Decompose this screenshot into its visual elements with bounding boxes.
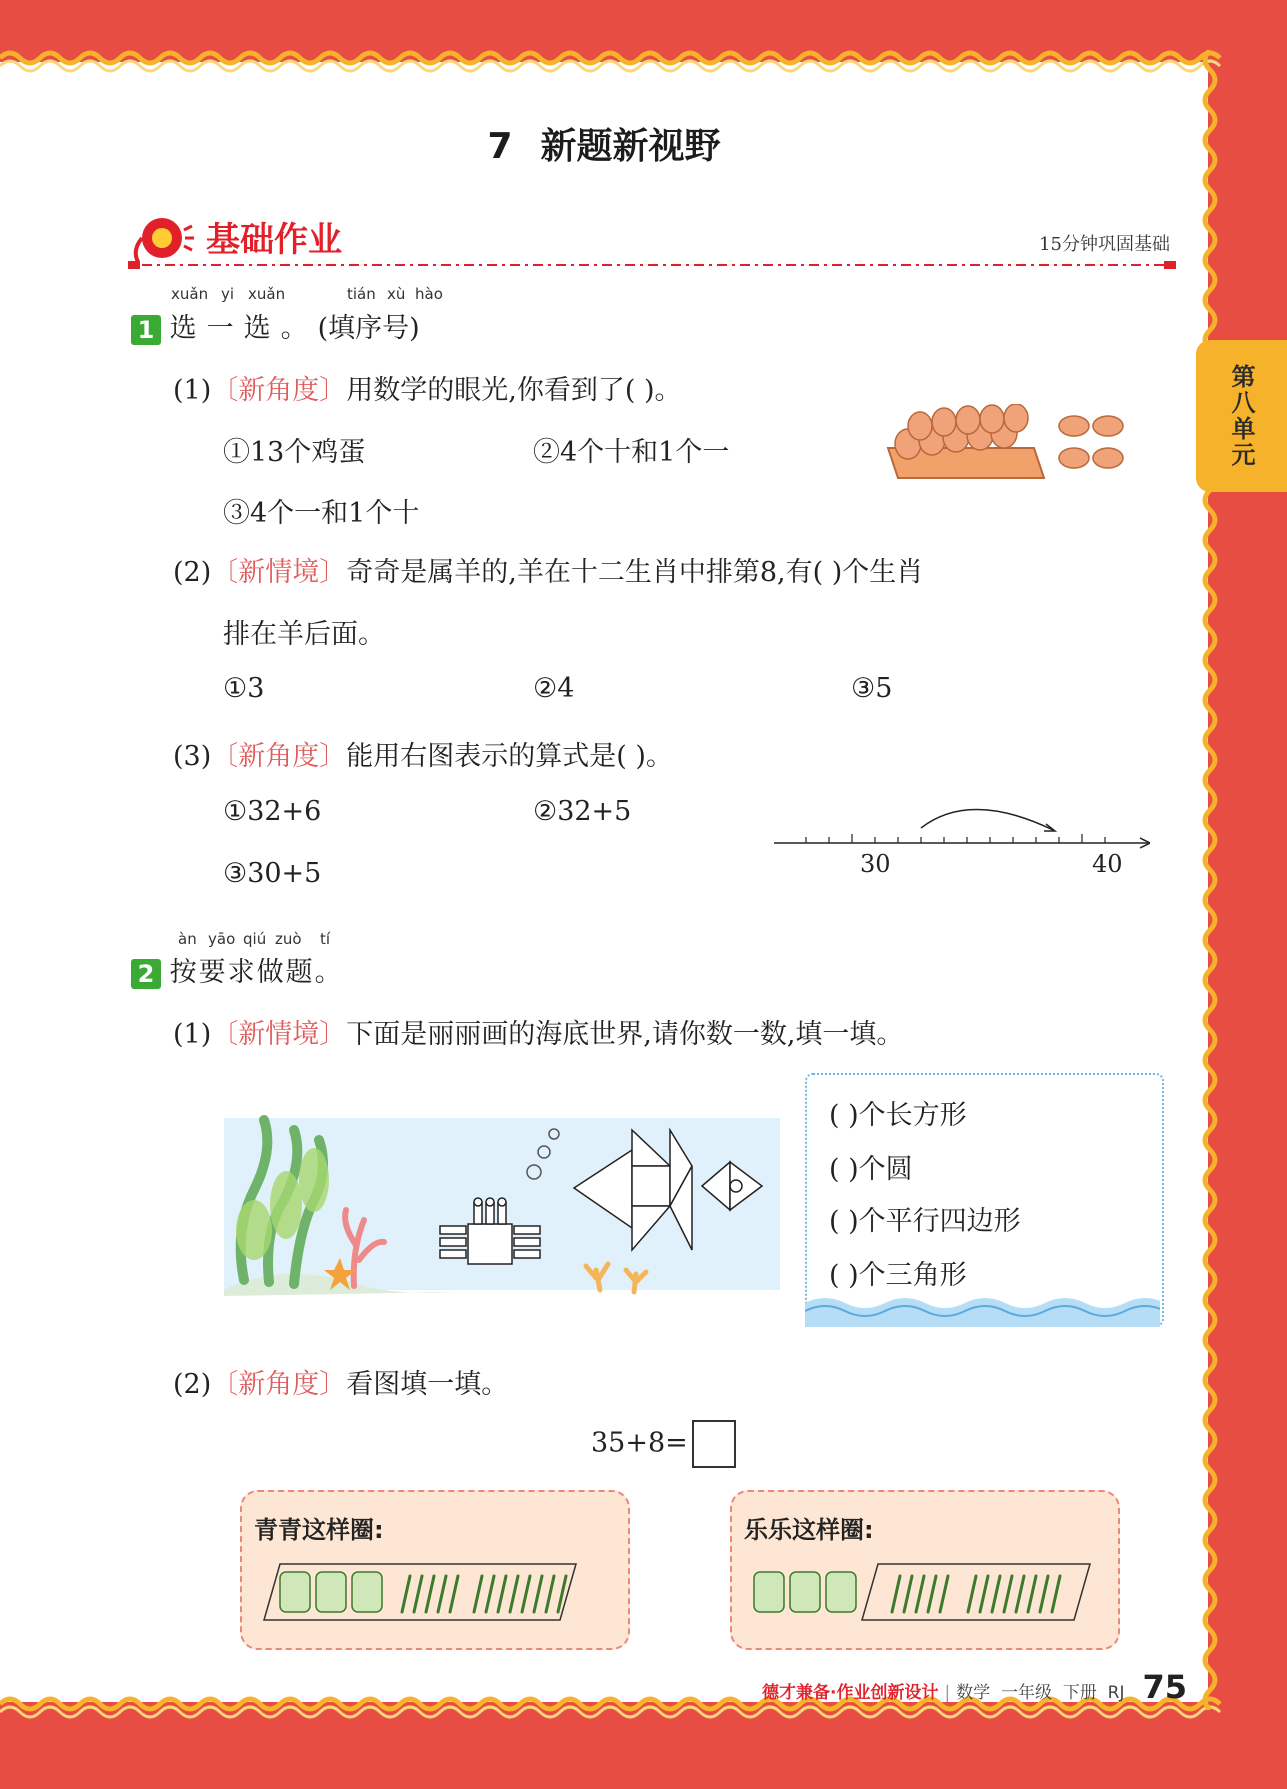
egg-tray-image xyxy=(884,404,1144,490)
section-header xyxy=(128,210,1178,270)
question-2-title: 按要求做题。 xyxy=(169,957,344,988)
question-1-title: 选一选。 xyxy=(169,313,318,344)
qingqing-card xyxy=(240,1490,630,1650)
tag-new-angle-2: 〔新角度〕 xyxy=(211,741,347,772)
tag-new-context-2: 〔新情境〕 xyxy=(211,1019,347,1050)
decorative-wave-top xyxy=(0,44,1235,74)
pinyin-yi: yi xyxy=(221,285,235,303)
page-number: 75 xyxy=(1142,1668,1187,1706)
q1-part3-prompt: (3)〔新角度〕能用右图表示的算式是( )。 xyxy=(173,741,673,772)
pinyin-hao: hào xyxy=(415,285,443,303)
number-line-label-40: 40 xyxy=(1092,850,1123,878)
q1-part3-option-3[interactable]: ③30+5 xyxy=(223,858,322,889)
question-number-1: 1 xyxy=(131,315,161,345)
shape-count-box xyxy=(805,1073,1164,1327)
q1-part1-prompt: (1)〔新角度〕用数学的眼光,你看到了( )。 xyxy=(173,375,682,406)
section-divider xyxy=(128,260,1178,270)
lesson-title xyxy=(0,118,1208,169)
lele-card-title: 乐乐这样圈: xyxy=(744,1516,874,1544)
pinyin-xu: xù xyxy=(387,285,406,303)
pinyin-an: àn xyxy=(178,930,197,948)
count-parallelograms[interactable]: ( )个平行四边形 xyxy=(829,1206,1021,1237)
water-wave-decoration xyxy=(805,1289,1160,1327)
q1-part2-prompt-cont: 排在羊后面。 xyxy=(223,619,385,650)
section-label: 基础作业 xyxy=(206,220,342,260)
unit-tab[interactable]: 第八单元 xyxy=(1196,340,1287,492)
decorative-wave-right xyxy=(1198,50,1228,1710)
equation-text: 35+8= xyxy=(591,1427,688,1459)
footer-grade: 一年级 xyxy=(1001,1683,1053,1703)
q1-part2-option-3[interactable]: ③5 xyxy=(851,673,893,704)
count-triangles[interactable]: ( )个三角形 xyxy=(829,1260,967,1291)
q1-part1-option-2[interactable]: ②4个十和1个一 xyxy=(533,437,730,468)
pinyin-xuan: xuǎn xyxy=(171,285,209,303)
pinyin-yao: yāo xyxy=(208,930,236,948)
q2-part1-prompt: (1)〔新情境〕下面是丽丽画的海底世界,请你数一数,填一填。 xyxy=(173,1019,904,1050)
equation xyxy=(591,1420,736,1468)
number-line-label-30: 30 xyxy=(860,850,891,878)
lele-card xyxy=(730,1490,1120,1650)
number-line-figure xyxy=(770,800,1150,890)
question-2-header xyxy=(131,950,344,989)
lele-sticks-figure xyxy=(740,1552,1110,1632)
pinyin-tian: tián xyxy=(347,285,376,303)
q1-part3-option-2[interactable]: ②32+5 xyxy=(533,796,632,827)
question-1-hint: (填序号) xyxy=(317,313,420,344)
question-number-2: 2 xyxy=(131,959,161,989)
pinyin-xuan-2: xuǎn xyxy=(248,285,286,303)
q1-part3-option-1[interactable]: ①32+6 xyxy=(223,796,322,827)
q1-part2-option-2[interactable]: ②4 xyxy=(533,673,575,704)
tag-new-angle-3: 〔新角度〕 xyxy=(211,1369,347,1400)
answer-input-box[interactable] xyxy=(692,1420,736,1468)
lamp-icon xyxy=(128,210,194,266)
q1-part1-option-1[interactable]: ①13个鸡蛋 xyxy=(223,437,366,468)
footer-subject: 数学 xyxy=(956,1683,991,1703)
footer-term: 下册 xyxy=(1062,1683,1097,1703)
footer-brand: 德才兼备·作业创新设计 xyxy=(762,1683,939,1703)
lesson-title-text: 新题新视野 xyxy=(540,126,721,167)
pinyin-zuo: zuò xyxy=(275,930,302,948)
tag-new-angle: 〔新角度〕 xyxy=(211,375,347,406)
lesson-number: 7 xyxy=(487,126,513,167)
page-footer: 德才兼备·作业创新设计 | 数学 一年级 下册 RJ 75 xyxy=(762,1668,1187,1706)
undersea-scene-image xyxy=(224,1110,780,1298)
q1-part2-option-1[interactable]: ①3 xyxy=(223,673,265,704)
count-circles[interactable]: ( )个圆 xyxy=(829,1154,913,1185)
q2-part2-prompt: (2)〔新角度〕看图填一填。 xyxy=(173,1369,509,1400)
count-rectangles[interactable]: ( )个长方形 xyxy=(829,1100,967,1131)
pinyin-ti: tí xyxy=(320,930,331,948)
footer-edition: RJ xyxy=(1107,1683,1125,1703)
qingqing-card-title: 青青这样圈: xyxy=(254,1516,384,1544)
qingqing-sticks-figure xyxy=(250,1552,620,1632)
pinyin-qiu: qiú xyxy=(243,930,267,948)
q1-part1-option-3[interactable]: ③4个一和1个十 xyxy=(223,498,420,529)
section-sub: 15分钟巩固基础 xyxy=(1039,234,1170,255)
question-1-header xyxy=(131,306,420,345)
tag-new-context: 〔新情境〕 xyxy=(211,557,347,588)
q1-part2-prompt: (2)〔新情境〕奇奇是属羊的,羊在十二生肖中排第8,有( )个生肖 xyxy=(173,557,924,588)
